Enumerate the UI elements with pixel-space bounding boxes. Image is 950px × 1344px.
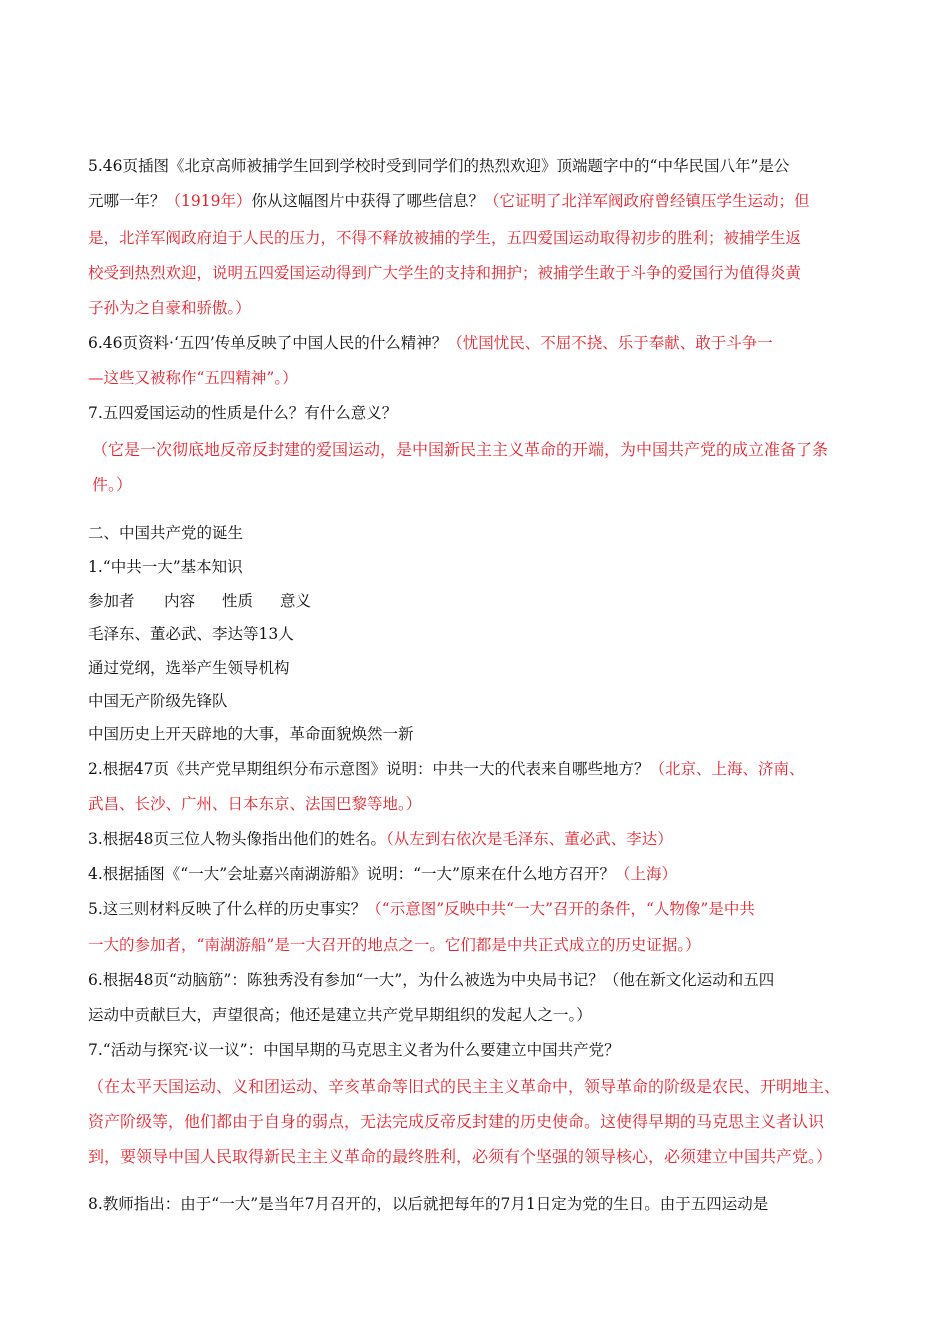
q7-question: [88, 401, 397, 423]
q2-answer: 武昌、长沙、广州、日本东京、法国巴黎等地。）: [88, 795, 422, 813]
q7b-answer: （在太平天国运动、义和团运动、辛亥革命等旧式的民主主义革命中，领导革命的阶级是农民、开明地主、: [88, 1077, 841, 1096]
q5b-question: 5.这三则材料反映了什么样的历史事实？: [88, 900, 367, 918]
q5-line-1: [88, 154, 789, 176]
q7b-answer-line-1: [88, 1074, 840, 1097]
q5b-answer-line-2: [88, 933, 701, 955]
q5-line-2: [88, 189, 810, 211]
q6-question: 6.46页资料·‘五四’传单反映了中国人民的什么精神？: [88, 334, 448, 352]
q8-text: 8.教师指出：由于“一大”是当年7月召开的，以后就把每年的7月1日定为党的生日。由于五四运动是: [88, 1195, 769, 1213]
q7b-question: [88, 1038, 620, 1060]
section-item-text: 1.“中共一大”基本知识: [88, 558, 243, 576]
table-cell: 通过党纲，选举产生领导机构: [88, 659, 290, 677]
q2-line-1: [88, 757, 805, 779]
section-item-1: [88, 555, 243, 577]
table-header: 意义: [280, 592, 312, 610]
q6-line-1: [88, 331, 773, 353]
table-header-row: [88, 589, 311, 611]
q7-question-text: 7.五四爱国运动的性质是什么？有什么意义？: [88, 404, 398, 422]
table-row: [88, 689, 228, 711]
q7b-answer-line-3: [88, 1144, 832, 1167]
q5-question: 你从这幅图片中获得了哪些信息？: [251, 192, 484, 210]
q5-answer-line-4: [88, 261, 801, 283]
q5-answer-line-5: [88, 296, 251, 318]
q7b-question-text: 7.“活动与探究·议一议”：中国早期的马克思主义者为什么要建立中国共产党？: [88, 1041, 620, 1059]
table-header: 性质: [222, 592, 254, 610]
section-heading: [88, 521, 243, 543]
q7b-answer: 资产阶级等，他们都由于自身的弱点，无法完成反帝反封建的历史使命。这使得早期的马克思主义者认识: [88, 1112, 825, 1131]
table-header: 内容: [164, 592, 196, 610]
q5-answer: 校受到热烈欢迎，说明五四爱国运动得到广大学生的支持和拥护；被捕学生敢于斗争的爱国行为值得炎黄: [88, 264, 802, 282]
q5-text: 5.46页插图《北京高师被捕学生回到学校时受到同学们的热烈欢迎》顶端题字中的“中华民国八年”是公: [88, 157, 790, 175]
q5-answer: 是，北洋军阀政府迫于人民的压力，不得不释放被捕的学生，五四爱国运动取得初步的胜利；被捕学生返: [88, 229, 802, 247]
q4-question: 4.根据插图《“一大”会址嘉兴南湖游船》说明：“一大”原来在什么地方召开？: [88, 865, 615, 883]
q6b-text: 6.根据48页“动脑筋”：陈独秀没有参加“一大”，为什么被选为中央局书记？（他在新文化运动和五四: [88, 971, 775, 989]
q2-question: 2.根据47页《共产党早期组织分布示意图》说明：中共一大的代表来自哪些地方？: [88, 760, 650, 778]
q4-answer: （上海）: [615, 865, 678, 883]
q5-answer-year: （1919年）: [165, 192, 252, 210]
q6-answer-line-2: [88, 366, 298, 388]
table-row: [88, 656, 290, 678]
q5-answer-line-3: [88, 226, 801, 248]
q5-answer: （它证明了北洋军阀政府曾经镇压学生运动；但: [483, 192, 810, 210]
q4-line: [88, 862, 677, 884]
q5-answer: 子孙为之自豪和骄傲。）: [88, 299, 251, 317]
q6b-line-1: [88, 968, 774, 990]
table-row: [88, 722, 414, 744]
q5-text: 元哪一年？: [88, 192, 166, 210]
q3-answer: （从左到右依次是毛泽东、董必武、李达）: [386, 830, 673, 848]
q7-answer-line-1: [92, 437, 828, 460]
q7-answer: （它是一次彻底地反帝反封建的爱国运动，是中国新民主主义革命的开端，为中国共产党的成立准备了条: [92, 440, 829, 459]
table-row: [88, 622, 294, 644]
table-cell: 中国历史上开天辟地的大事，革命面貌焕然一新: [88, 725, 414, 743]
section-heading-text: 二、中国共产党的诞生: [88, 524, 244, 542]
q3-question: 3.根据48页三位人物头像指出他们的姓名。: [88, 830, 387, 848]
table-cell: 中国无产阶级先锋队: [88, 692, 228, 710]
q6b-text: 运动中贡献巨大，声望很高；他还是建立共产党早期组织的发起人之一。）: [88, 1006, 592, 1024]
q7-answer-line-2: [92, 472, 132, 495]
q3-line: [88, 827, 673, 849]
q5b-answer: （“示意图”反映中共“一大”召开的条件，“人物像”是中共: [366, 900, 755, 918]
q7b-answer: 到，要领导中国人民取得新民主主义革命的最终胜利，必须有个坚强的领导核心，必须建立中国共产党。）: [88, 1147, 833, 1166]
table-cell: 毛泽东、董必武、李达等13人: [88, 625, 294, 643]
q7-answer: 件。）: [92, 475, 133, 494]
q8-line-1: [88, 1192, 768, 1214]
q6b-line-2: [88, 1003, 592, 1025]
q5b-line-1: [88, 897, 755, 919]
q2-answer-line-2: [88, 792, 421, 814]
q6-answer: —这些又被称作“五四精神”。）: [88, 369, 298, 387]
q5b-answer: 一大的参加者，“南湖游船”是一大召开的地点之一。它们都是中共正式成立的历史证据。）: [88, 936, 701, 954]
q2-answer: （北京、上海、济南、: [649, 760, 805, 778]
q7b-answer-line-2: [88, 1109, 824, 1132]
table-header: 参加者: [88, 592, 135, 610]
q6-answer: （忧国忧民、不屈不挠、乐于奉献、敢于斗争一: [447, 334, 773, 352]
